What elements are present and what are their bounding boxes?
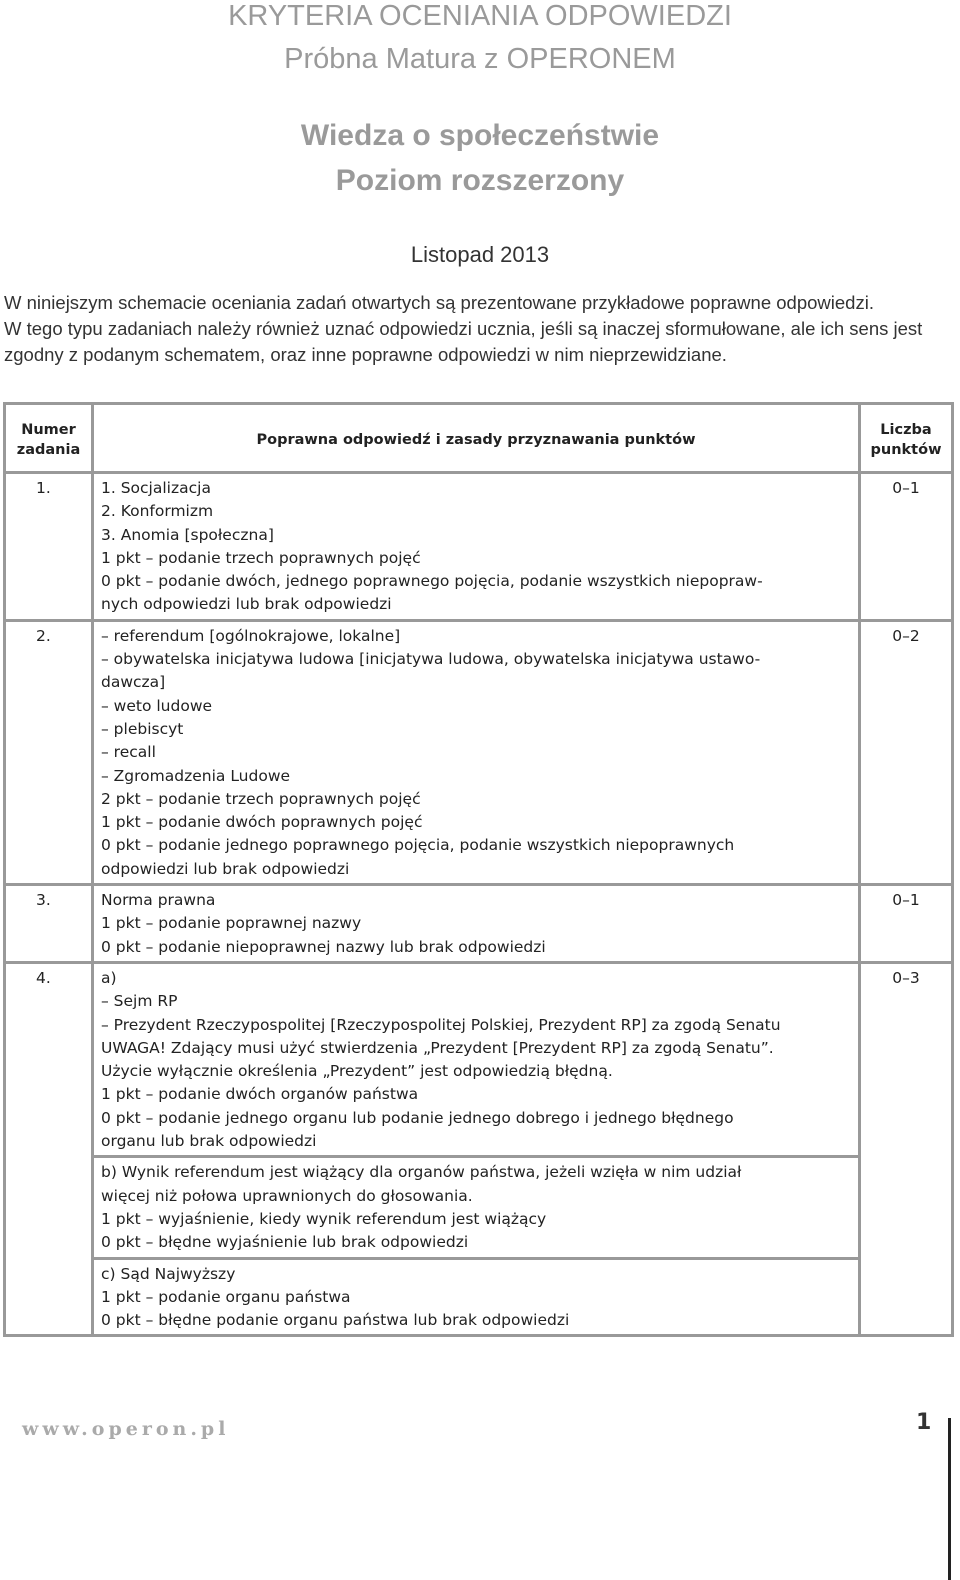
answer-line: 0 pkt – podanie jednego organu lub podanie jednego dobrego i jednego błędnego [101,1108,734,1127]
subject-title: Wiedza o społeczeństwie [300,119,660,152]
answer-line: 1 pkt – wyjaśnienie, kiedy wynik referendum jest wiążący [101,1209,547,1228]
points-cell: 0–3 [860,962,953,1335]
answer-line: 1 pkt – podanie dwóch poprawnych pojęć [101,813,423,832]
answer-line: 0 pkt – błędne wyjaśnienie lub brak odpowiedzi [101,1233,469,1252]
task-number: 2. [5,620,93,884]
answer-line: 3. Anomia [społeczna] [101,525,274,544]
document-subtitle: Próbna Matura z OPERONEM [284,43,676,75]
answer-line: 1 pkt – podanie trzech poprawnych pojęć [101,548,421,567]
footer-url: www.operon.pl [22,1418,230,1440]
answer-cell [93,473,860,621]
answer-line: 0 pkt – podanie dwóch, jednego poprawnego pojęcia, podanie wszystkich niepopraw- [101,572,763,591]
answer-cell [93,1258,860,1336]
answer-line: – referendum [ogólnokrajowe, lokalne] [101,626,401,645]
points-cell: 0–1 [860,473,953,621]
page-edge-rule [948,1418,951,1580]
answer-line: a) [101,968,117,987]
answer-cell [93,1157,860,1258]
document-title: KRYTERIA OCENIANIA ODPOWIEDZI [228,0,732,32]
criteria-table [3,402,954,1337]
answer-line: 1. Socjalizacja [101,479,211,497]
answer-line: organu lub brak odpowiedzi [101,1132,317,1151]
answer-line: – weto ludowe [101,696,213,715]
answer-line: 1 pkt – podanie dwóch organów państwa [101,1085,419,1104]
answer-line: 1 pkt – podanie organu państwa [101,1287,351,1306]
table-row [5,620,953,884]
page-number: 1 [916,1410,932,1435]
header-points: Liczba punktów [860,404,953,473]
table-row [5,1157,953,1258]
table-row [5,962,953,1156]
answer-line: dawcza] [101,673,166,692]
answer-line: 0 pkt – podanie jednego poprawnego pojęcia, podanie wszystkich niepoprawnych [101,836,735,855]
answer-line: 2. Konformizm [101,502,214,521]
task-number: 3. [5,885,93,963]
answer-line: 1 pkt – podanie poprawnej nazwy [101,914,362,933]
answer-cell [93,885,860,963]
answer-line: 0 pkt – błędne podanie organu państwa lub brak odpowiedzi [101,1311,570,1330]
exam-date: Listopad 2013 [410,242,550,267]
points-cell: 0–2 [860,620,953,884]
table-header-row [5,404,953,473]
answer-line: Norma prawna [101,891,216,910]
header-answer: Poprawna odpowiedź i zasady przyznawania punktów [93,404,860,473]
task-number: 1. [5,473,93,621]
answer-line: – recall [101,743,156,762]
answer-line: – Zgromadzenia Ludowe [101,766,291,785]
answer-line: Użycie wyłącznie określenia „Prezydent” jest odpowiedzią błędną. [101,1062,613,1081]
answer-line: c) Sąd Najwyższy [101,1264,236,1283]
answer-cell [93,962,860,1156]
intro-paragraph-2: W tego typu zadaniach należy również uznać odpowiedzi ucznia, jeśli są inaczej sformułowane, ale ich sens jest zgodny z podanym schematem, oraz inne poprawne odpowiedzi w nim nieprzewidziane. [4,318,923,365]
table-row [5,1258,953,1336]
answer-line: – Sejm RP [101,992,178,1011]
table-row [5,885,953,963]
answer-line: więcej niż połowa uprawnionych do głosowania. [101,1186,473,1205]
answer-cell [93,620,860,884]
answer-line: b) Wynik referendum jest wiążący dla organów państwa, jeżeli wzięła w nim udział [101,1163,742,1182]
intro-text [4,290,954,368]
intro-paragraph-1: W niniejszym schemacie oceniania zadań otwartych są prezentowane przykładowe poprawne odpowiedzi. [4,292,874,313]
table-row [5,473,953,621]
task-number: 4. [5,962,93,1335]
answer-line: – obywatelska inicjatywa ludowa [inicjatywa ludowa, obywatelska inicjatywa ustawo- [101,650,761,669]
header-task-number: Numer zadania [5,404,93,473]
answer-line: nych odpowiedzi lub brak odpowiedzi [101,595,392,614]
answer-line: odpowiedzi lub brak odpowiedzi [101,859,350,878]
answer-line: – plebiscyt [101,719,184,738]
answer-line: 2 pkt – podanie trzech poprawnych pojęć [101,789,421,808]
answer-line: – Prezydent Rzeczypospolitej [Rzeczypospolitej Polskiej, Prezydent RP] za zgodą Senatu [101,1015,781,1034]
level-title: Poziom rozszerzony [335,164,625,197]
answer-line: UWAGA! Zdający musi użyć stwierdzenia „Prezydent [Prezydent RP] za zgodą Senatu”. [101,1038,774,1057]
answer-line: 0 pkt – podanie niepoprawnej nazwy lub brak odpowiedzi [101,937,546,956]
points-cell: 0–1 [860,885,953,963]
